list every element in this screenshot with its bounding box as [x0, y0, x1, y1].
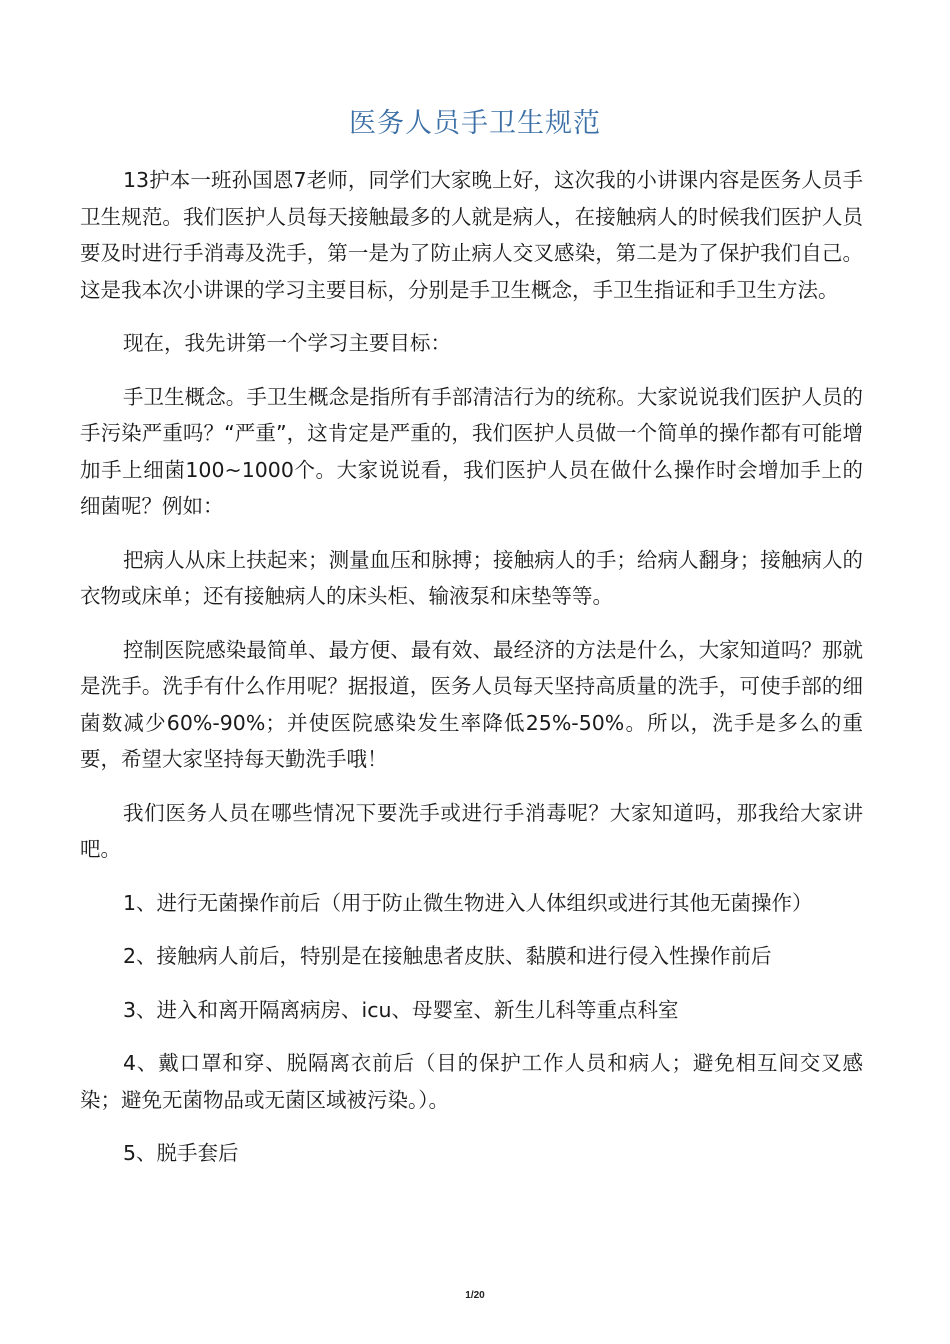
paragraph-intro: 13护本一班孙国恩7老师，同学们大家晚上好，这次我的小讲课内容是医务人员手卫生规范。我们医护人员每天接触最多的人就是病人，在接触病人的时候我们医护人员要及时进行手消毒及洗手，第一是为了防止病人交叉感染，第二是为了保护我们自己。这是我本次小讲课的学习主要目标，分别是手卫生概念，手卫生指证和手卫生方法。 [80, 168, 863, 302]
list-item-4: 4、戴口罩和穿、脱隔离衣前后（目的保护工作人员和病人；避免相互间交叉感染；避免无菌物品或无菌区域被污染。）。 [80, 1051, 863, 1112]
list-item-1: 1、进行无菌操作前后（用于防止微生物进入人体组织或进行其他无菌操作） [123, 890, 813, 915]
document-title: 医务人员手卫生规范 [349, 108, 601, 139]
list-item-3: 3、进入和离开隔离病房、icu、母婴室、新生儿科等重点科室 [123, 997, 679, 1022]
document-body [80, 162, 863, 1172]
paragraph-examples: 把病人从床上扶起来；测量血压和脉搏；接触病人的手；给病人翻身；接触病人的衣物或床单；还有接触病人的床头柜、输液泵和床垫等等。 [80, 547, 863, 608]
paragraph-handwashing-importance: 控制医院感染最简单、最方便、最有效、最经济的方法是什么，大家知道吗？那就是洗手。洗手有什么作用呢？据报道，医务人员每天坚持高质量的洗手，可使手部的细菌数减少60%-90%；并使医院感染发生率降低25%-50%。所以，洗手是多么的重要，希望大家坚持每天勤洗手哦！ [80, 637, 863, 771]
paragraph-hand-hygiene-concept: 手卫生概念。手卫生概念是指所有手部清洁行为的统称。大家说说我们医护人员的手污染严重吗？“严重”，这肯定是严重的，我们医护人员做一个简单的操作都有可能增加手上细菌100~1000个。大家说说看，我们医护人员在做什么操作时会增加手上的细菌呢？例如： [80, 384, 863, 518]
list-item-2: 2、接触病人前后，特别是在接触患者皮肤、黏膜和进行侵入性操作前后 [123, 944, 772, 968]
page-number: 1/20 [465, 1290, 485, 1301]
paragraph-first-goal: 现在，我先讲第一个学习主要目标： [123, 331, 451, 355]
list-item-5: 5、脱手套后 [123, 1141, 239, 1165]
paragraph-when-to-wash: 我们医务人员在哪些情况下要洗手或进行手消毒呢？大家知道吗，那我给大家讲吧。 [80, 800, 863, 861]
